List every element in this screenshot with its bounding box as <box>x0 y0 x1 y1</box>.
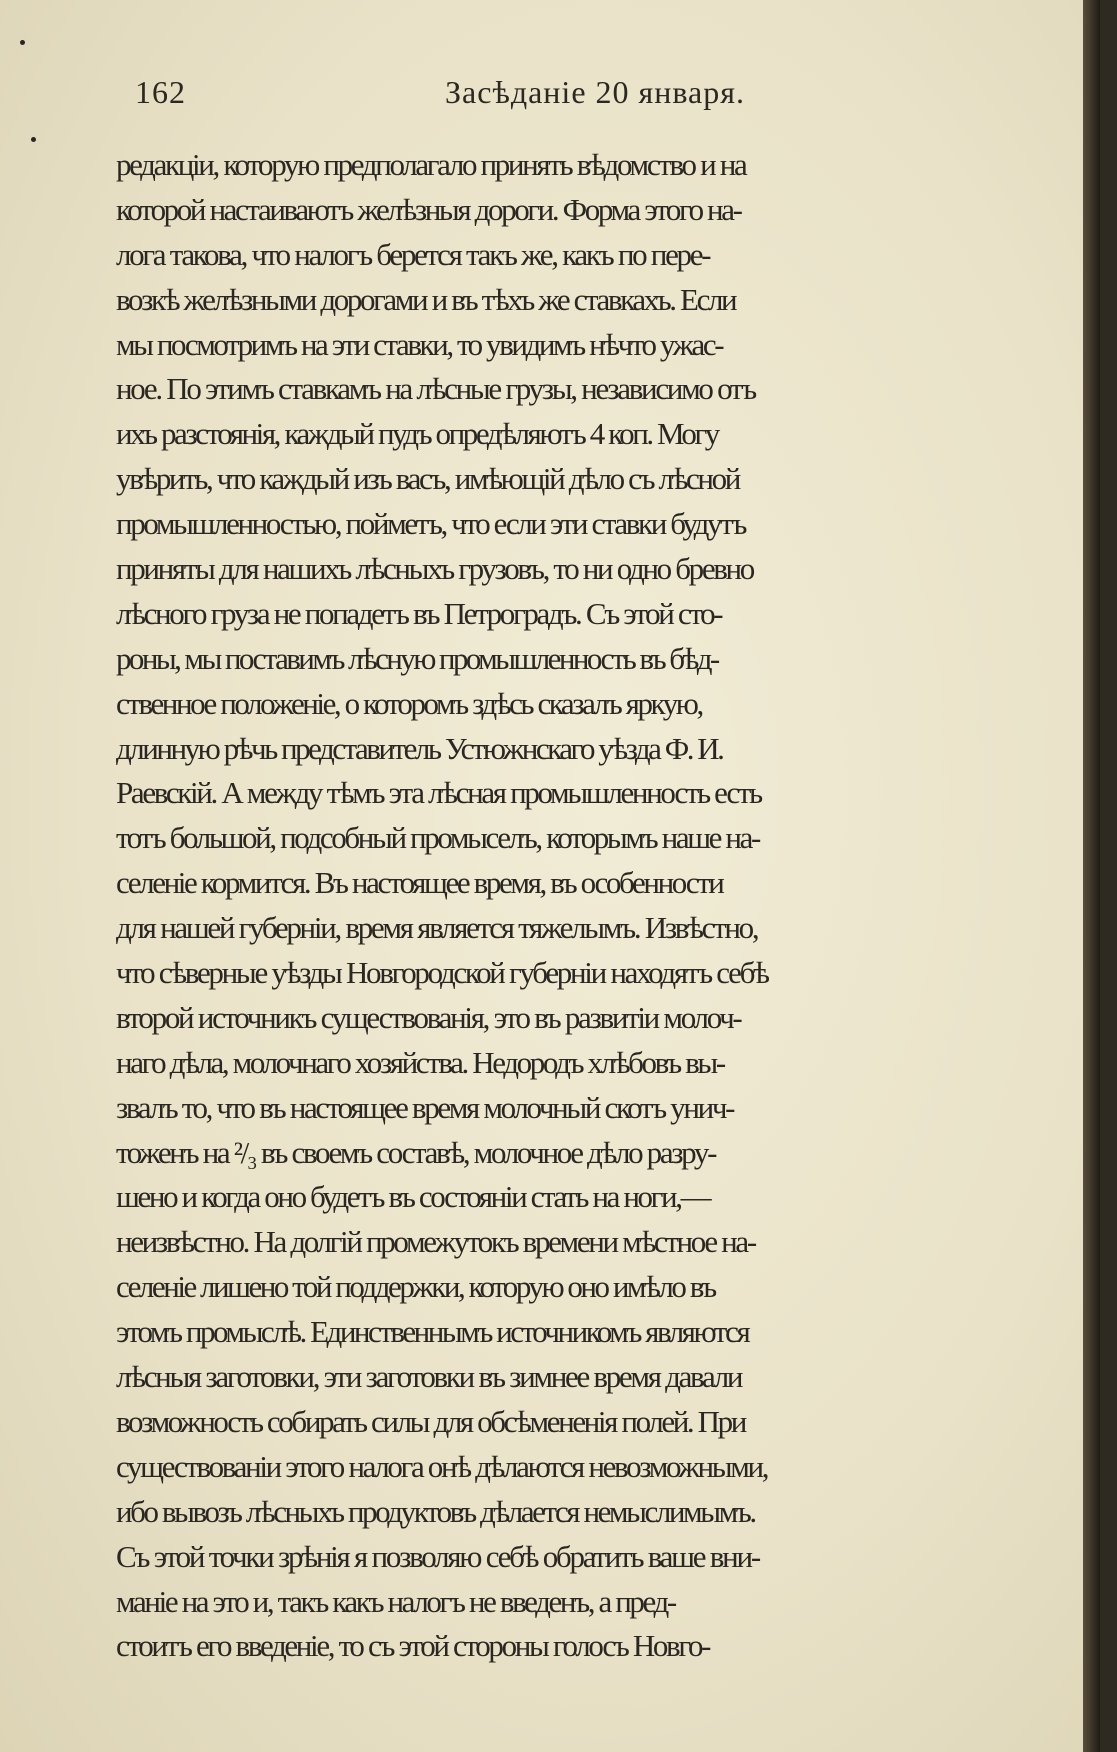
text-line: что сѣверные уѣзды Новгородской губерніи находятъ себѣ <box>116 955 768 991</box>
text-line: селеніе кормится. Въ настоящее время, въ особенности <box>116 865 723 901</box>
text-line: роны, мы поставимъ лѣсную промышленность въ бѣд- <box>116 640 718 676</box>
text-line: промышленностью, пойметъ, что если эти ставки будутъ <box>116 506 745 542</box>
text-line: длинную рѣчь представитель Устюжнскаго уѣзда Ф. И. <box>116 730 723 766</box>
text-line: Съ этой точки зрѣнія я позволяю себѣ обратить ваше вни- <box>116 1538 759 1574</box>
text-line: которой настаиваютъ желѣзныя дороги. Форма этого на- <box>116 191 741 227</box>
text-line: возможность собирать силы для обсѣмененія полей. При <box>116 1403 745 1439</box>
text-line: лѣсного груза не попадетъ въ Петроградъ. Съ этой сто- <box>116 595 722 631</box>
text-line: шено и когда оно будетъ въ состояніи стать на ноги,— <box>116 1179 710 1215</box>
text-line: звалъ то, что въ настоящее время молочный скотъ унич- <box>116 1089 734 1125</box>
text-line: увѣрить, что каждый изъ васъ, имѣющій дѣло съ лѣсной <box>116 461 739 497</box>
text-line: наго дѣла, молочнаго хозяйства. Недородъ хлѣбовъ вы- <box>116 1044 724 1080</box>
text-line: тоженъ на ²/₃ въ своемъ составѣ, молочное дѣло разру- <box>116 1134 716 1170</box>
page-number: 162 <box>135 74 186 110</box>
text-line: ственное положеніе, о которомъ здѣсь сказалъ яркую, <box>116 685 702 721</box>
text-line: возкѣ желѣзными дорогами и въ тѣхъ же ставкахъ. Если <box>116 281 736 317</box>
text-line: редакціи, которую предполагало принять вѣдомство и на <box>116 147 746 182</box>
text-line: Раевскій. А между тѣмъ эта лѣсная промышленность есть <box>116 775 761 811</box>
text-line: существованіи этого налога онѣ дѣлаются невозможными, <box>116 1448 768 1484</box>
text-line: ихъ разстоянія, каждый пудъ опредѣляютъ 4 коп. Могу <box>116 416 718 452</box>
page-edge-shadow <box>1083 0 1100 1752</box>
text-line: второй источникъ существованія, это въ развитіи молоч- <box>116 999 741 1035</box>
text-line: стоитъ его введеніе, то съ этой стороны голосъ Новго- <box>116 1628 710 1664</box>
text-line: селеніе лишено той поддержки, которую оно имѣло въ <box>116 1269 715 1305</box>
text-line: лога такова, что налогъ берется такъ же, какъ по пере- <box>116 236 710 272</box>
ink-speck <box>31 137 36 142</box>
text-line: лѣсныя заготовки, эти заготовки въ зимнее время давали <box>116 1359 742 1395</box>
body-text <box>116 143 1100 1669</box>
page-header <box>135 74 1095 124</box>
running-title: Засѣданіе 20 января. <box>445 74 745 110</box>
text-line: для нашей губерніи, время является тяжелымъ. Извѣстно, <box>116 910 758 946</box>
text-line: этомъ промыслѣ. Единственнымъ источникомъ являются <box>116 1314 749 1350</box>
text-line: мы посмотримъ на эти ставки, то увидимъ нѣчто ужас- <box>116 326 723 362</box>
ink-speck <box>20 40 25 45</box>
text-line: тотъ большой, подсобный промыселъ, которымъ наше на- <box>116 820 759 856</box>
text-line: приняты для нашихъ лѣсныхъ грузовъ, то ни одно бревно <box>116 551 753 587</box>
text-line: ное. По этимъ ставкамъ на лѣсные грузы, независимо отъ <box>116 371 755 407</box>
text-line: маніе на это и, такъ какъ налогъ не введенъ, а пред- <box>116 1583 675 1619</box>
text-line: неизвѣстно. На долгій промежутокъ времени мѣстное на- <box>116 1224 755 1260</box>
text-line: ибо вывозъ лѣсныхъ продуктовъ дѣлается немыслимымъ. <box>116 1493 755 1529</box>
